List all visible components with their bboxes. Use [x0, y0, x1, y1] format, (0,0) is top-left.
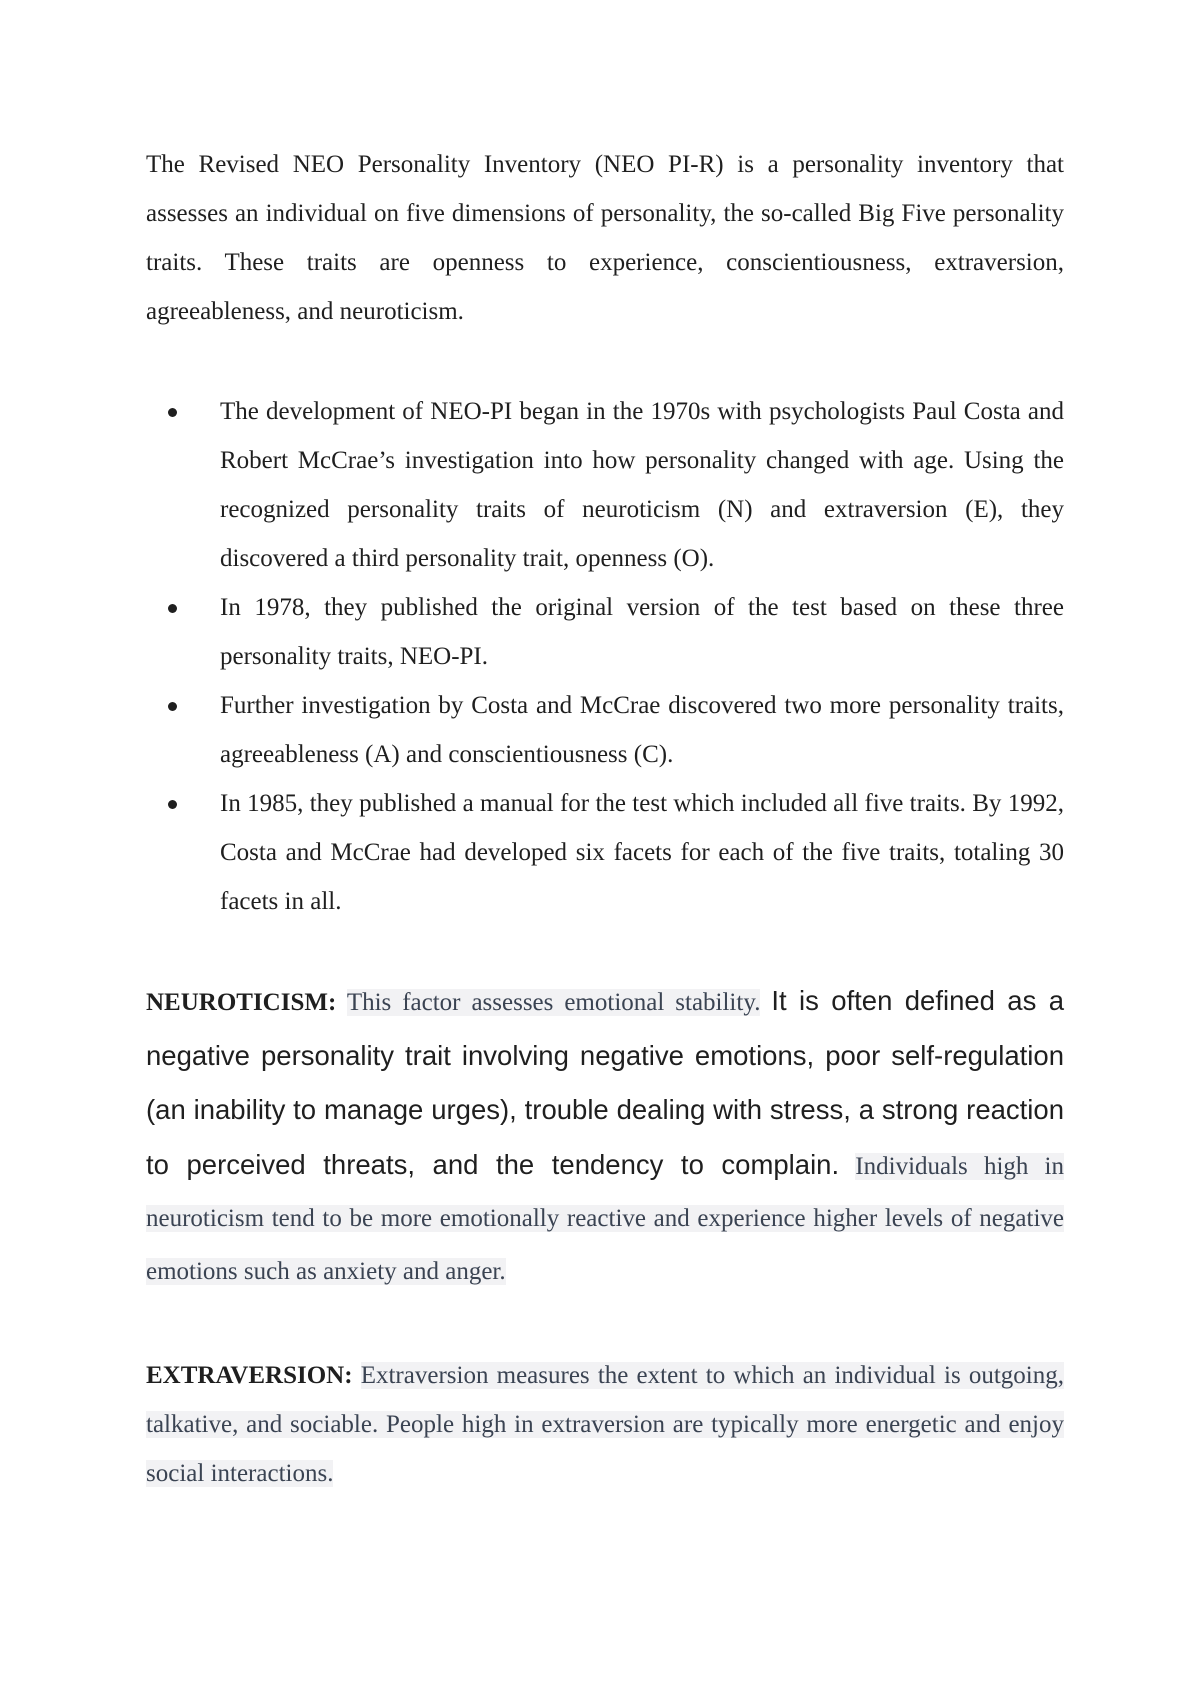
list-item-text: Further investigation by Costa and McCrae discovered two more personality traits, agreeableness (A) and conscientiousness (C). — [220, 692, 1064, 768]
bullet-icon — [168, 702, 177, 711]
bullet-icon — [168, 800, 177, 809]
extraversion-heading: EXTRAVERSION: — [146, 1362, 353, 1389]
neuroticism-highlight-definition: This factor assesses emotional stability. — [346, 989, 761, 1016]
list-item — [146, 681, 1064, 779]
neuroticism-section — [146, 975, 1064, 1298]
list-item — [146, 779, 1064, 926]
neuroticism-description: It is often defined as a negative personality trait involving negative emotions, poor self-regulation (an inability to manage urges), trouble dealing with stress, a strong reaction to perceived threats, and the tendency to complain. — [146, 985, 1064, 1180]
list-item — [146, 387, 1064, 583]
document-page — [146, 140, 1064, 1498]
list-item-text: In 1978, they published the original version of the test based on these three personality traits, NEO-PI. — [220, 594, 1064, 670]
neuroticism-highlight-individuals: Individuals high in neuroticism tend to be more emotionally reactive and experience higher levels of negative emotions such as anxiety and anger. — [146, 1152, 1065, 1285]
list-item — [146, 583, 1064, 681]
neuroticism-heading: NEUROTICISM: — [146, 989, 337, 1016]
intro-paragraph: The Revised NEO Personality Inventory (NEO PI-R) is a personality inventory that assesses an individual on five dimensions of personality, the so-called Big Five personality traits. These traits are openness to experience, conscientiousness, extraversion, agreeableness, and neuroticism. — [146, 151, 1064, 325]
list-item-text: The development of NEO-PI began in the 1970s with psychologists Paul Costa and Robert McCrae’s investigation into how personality changed with age. Using the recognized personality traits of neuroticism (N) and extraversion (E), they discovered a third personality trait, openness (O). — [220, 398, 1064, 572]
bullet-icon — [168, 408, 177, 417]
list-item-text: In 1985, they published a manual for the test which included all five traits. By 1992, Costa and McCrae had developed six facets for each of the five traits, totaling 30 facets in all. — [220, 790, 1064, 915]
history-bullet-list — [146, 387, 1064, 926]
extraversion-highlight-description: Extraversion measures the extent to which an individual is outgoing, talkative, and sociable. People high in extraversion are typically more energetic and enjoy social interactions. — [146, 1362, 1065, 1487]
bullet-icon — [168, 604, 177, 613]
extraversion-section — [146, 1351, 1064, 1498]
